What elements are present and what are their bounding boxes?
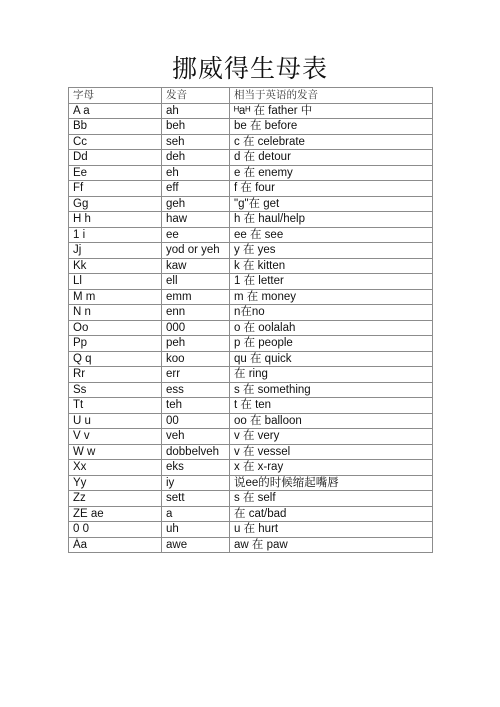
table-row [69, 289, 433, 305]
cell-pronunciation: iy [162, 475, 230, 491]
cell-english-equivalent: h 在 haul/help [230, 212, 433, 228]
cell-english-equivalent: ee 在 see [230, 227, 433, 243]
cell-letter: Xx [69, 460, 162, 476]
table-body [69, 103, 433, 553]
cell-letter: ZE ae [69, 506, 162, 522]
cell-pronunciation: enn [162, 305, 230, 321]
table-row [69, 150, 433, 166]
page-title: 挪威得生母表 [171, 53, 328, 83]
cell-pronunciation: ah [162, 103, 230, 119]
table-row [69, 367, 433, 383]
cell-letter: H h [69, 212, 162, 228]
cell-pronunciation: 00 [162, 413, 230, 429]
cell-letter: Ee [69, 165, 162, 181]
cell-letter: U u [69, 413, 162, 429]
cell-letter: 1 i [69, 227, 162, 243]
cell-english-equivalent: y 在 yes [230, 243, 433, 259]
cell-letter: Kk [69, 258, 162, 274]
cell-english-equivalent: v 在 vessel [230, 444, 433, 460]
cell-letter: Oo [69, 320, 162, 336]
table-row [69, 119, 433, 135]
cell-english-equivalent: n在no [230, 305, 433, 321]
table-row [69, 506, 433, 522]
cell-english-equivalent: u 在 hurt [230, 522, 433, 538]
cell-english-equivalent: be 在 before [230, 119, 433, 135]
cell-letter: Cc [69, 134, 162, 150]
cell-english-equivalent: 在 cat/bad [230, 506, 433, 522]
table-row [69, 444, 433, 460]
cell-pronunciation: emm [162, 289, 230, 305]
table-row [69, 351, 433, 367]
cell-english-equivalent: f 在 four [230, 181, 433, 197]
table-row [69, 336, 433, 352]
cell-letter: Zz [69, 491, 162, 507]
table-row [69, 475, 433, 491]
cell-pronunciation: geh [162, 196, 230, 212]
cell-pronunciation: ee [162, 227, 230, 243]
cell-letter: Ll [69, 274, 162, 290]
cell-pronunciation: eh [162, 165, 230, 181]
cell-english-equivalent: m 在 money [230, 289, 433, 305]
cell-letter: V v [69, 429, 162, 445]
cell-pronunciation: haw [162, 212, 230, 228]
cell-english-equivalent: e 在 enemy [230, 165, 433, 181]
cell-pronunciation: uh [162, 522, 230, 538]
cell-letter: Rr [69, 367, 162, 383]
cell-english-equivalent: o 在 oolalah [230, 320, 433, 336]
cell-letter: Q q [69, 351, 162, 367]
alphabet-table [68, 87, 433, 553]
cell-pronunciation: teh [162, 398, 230, 414]
table-row [69, 429, 433, 445]
table-row [69, 181, 433, 197]
cell-english-equivalent: ᴴaᴴ 在 father 中 [230, 103, 433, 119]
table-row [69, 305, 433, 321]
cell-letter: Ss [69, 382, 162, 398]
cell-english-equivalent: k 在 kitten [230, 258, 433, 274]
cell-letter: Ff [69, 181, 162, 197]
cell-english-equivalent: qu 在 quick [230, 351, 433, 367]
cell-pronunciation: seh [162, 134, 230, 150]
cell-letter: A a [69, 103, 162, 119]
cell-letter: Dd [69, 150, 162, 166]
cell-pronunciation: ell [162, 274, 230, 290]
table-row [69, 537, 433, 553]
cell-letter: W w [69, 444, 162, 460]
table-row [69, 196, 433, 212]
cell-letter: 0 0 [69, 522, 162, 538]
cell-letter: N n [69, 305, 162, 321]
table-row [69, 274, 433, 290]
cell-pronunciation: a [162, 506, 230, 522]
cell-letter: Yy [69, 475, 162, 491]
cell-english-equivalent: c 在 celebrate [230, 134, 433, 150]
table-row [69, 165, 433, 181]
cell-letter: M m [69, 289, 162, 305]
cell-pronunciation: yod or yeh [162, 243, 230, 259]
table-row [69, 491, 433, 507]
table-row [69, 398, 433, 414]
table-row [69, 243, 433, 259]
cell-english-equivalent: s 在 self [230, 491, 433, 507]
cell-english-equivalent: 1 在 letter [230, 274, 433, 290]
cell-english-equivalent: oo 在 balloon [230, 413, 433, 429]
cell-english-equivalent: p 在 people [230, 336, 433, 352]
column-header-letter: 字母 [69, 88, 162, 104]
table-row [69, 134, 433, 150]
cell-english-equivalent: t 在 ten [230, 398, 433, 414]
cell-pronunciation: ess [162, 382, 230, 398]
cell-letter: Gg [69, 196, 162, 212]
cell-pronunciation: eff [162, 181, 230, 197]
cell-pronunciation: 000 [162, 320, 230, 336]
cell-english-equivalent: x 在 x-ray [230, 460, 433, 476]
cell-letter: Bb [69, 119, 162, 135]
table-row [69, 522, 433, 538]
table-row [69, 103, 433, 119]
cell-pronunciation: awe [162, 537, 230, 553]
cell-pronunciation: peh [162, 336, 230, 352]
column-header-pronunciation: 发音 [162, 88, 230, 104]
cell-english-equivalent: d 在 detour [230, 150, 433, 166]
cell-english-equivalent: 说ee的时候缩起嘴唇 [230, 475, 433, 491]
cell-english-equivalent: v 在 very [230, 429, 433, 445]
cell-english-equivalent: s 在 something [230, 382, 433, 398]
table-row [69, 413, 433, 429]
column-header-english-equivalent: 相当于英语的发音 [230, 88, 433, 104]
table-row [69, 460, 433, 476]
table-row [69, 320, 433, 336]
cell-pronunciation: sett [162, 491, 230, 507]
cell-pronunciation: beh [162, 119, 230, 135]
cell-pronunciation: dobbelveh [162, 444, 230, 460]
cell-letter: Ȧa [69, 537, 162, 553]
cell-letter: Jj [69, 243, 162, 259]
table-row [69, 212, 433, 228]
cell-pronunciation: kaw [162, 258, 230, 274]
cell-english-equivalent: "g"在 get [230, 196, 433, 212]
cell-letter: Pp [69, 336, 162, 352]
cell-letter: Tt [69, 398, 162, 414]
cell-english-equivalent: aw 在 paw [230, 537, 433, 553]
cell-english-equivalent: 在 ring [230, 367, 433, 383]
cell-pronunciation: koo [162, 351, 230, 367]
cell-pronunciation: veh [162, 429, 230, 445]
table-header-row [69, 88, 433, 104]
table-row [69, 227, 433, 243]
table-row [69, 258, 433, 274]
cell-pronunciation: eks [162, 460, 230, 476]
cell-pronunciation: err [162, 367, 230, 383]
cell-pronunciation: deh [162, 150, 230, 166]
table-row [69, 382, 433, 398]
